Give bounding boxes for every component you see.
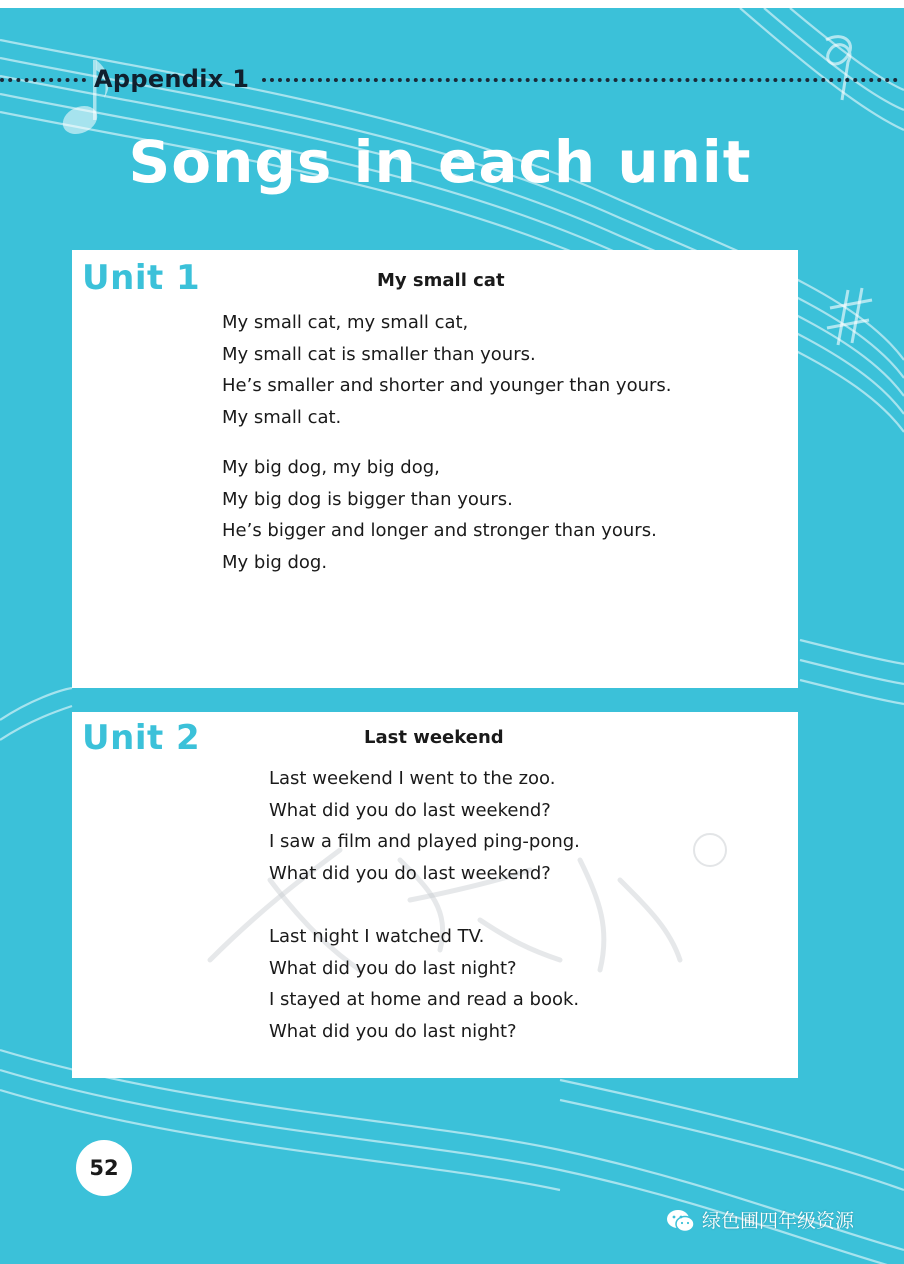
unit-2-panel: [72, 712, 798, 1078]
wechat-icon: [666, 1208, 696, 1234]
lyric-line: He’s smaller and shorter and younger than yours.: [222, 375, 672, 396]
unit-1-panel: [72, 250, 798, 688]
lyric-line: My big dog, my big dog,: [222, 457, 440, 478]
appendix-label: Appendix 1: [94, 65, 250, 93]
dotted-rule-left: [0, 78, 86, 82]
lyric-line: Last weekend I went to the zoo.: [269, 768, 556, 789]
page-title: Songs in each unit: [128, 128, 752, 196]
unit-1-stanza-1: [222, 307, 672, 433]
unit-1-label: Unit 1: [82, 258, 201, 298]
lyric-line: I stayed at home and read a book.: [269, 989, 580, 1010]
lyric-line: He’s bigger and longer and stronger than yours.: [222, 520, 657, 541]
lyric-line: My big dog.: [222, 551, 328, 573]
lyric-line: What did you do last night?: [269, 1020, 517, 1042]
lyric-line: My small cat is smaller than yours.: [222, 343, 536, 365]
unit-2-label: Unit 2: [82, 718, 201, 758]
appendix-header: [0, 62, 904, 96]
unit-2-song-title: Last weekend: [364, 727, 504, 748]
lyric-line: What did you do last night?: [269, 957, 517, 979]
lyric-line: Last night I watched TV.: [269, 926, 485, 947]
lyric-line: What did you do last weekend?: [269, 862, 551, 884]
unit-2-stanza-1: [269, 763, 580, 889]
watermark-account-name: 绿色圃四年级资源: [702, 1210, 855, 1232]
unit-2-stanza-2: [269, 921, 579, 1047]
dotted-rule-right: [262, 78, 898, 82]
lyric-line: My small cat, my small cat,: [222, 312, 469, 333]
lyric-line: My big dog is bigger than yours.: [222, 488, 513, 510]
lyric-line: My small cat.: [222, 406, 342, 428]
unit-1-song-title: My small cat: [377, 270, 505, 291]
unit-1-stanza-2: [222, 452, 657, 578]
page-number: 52: [76, 1140, 132, 1196]
lyric-line: What did you do last weekend?: [269, 799, 551, 821]
lyric-line: I saw a film and played ping-pong.: [269, 831, 580, 852]
